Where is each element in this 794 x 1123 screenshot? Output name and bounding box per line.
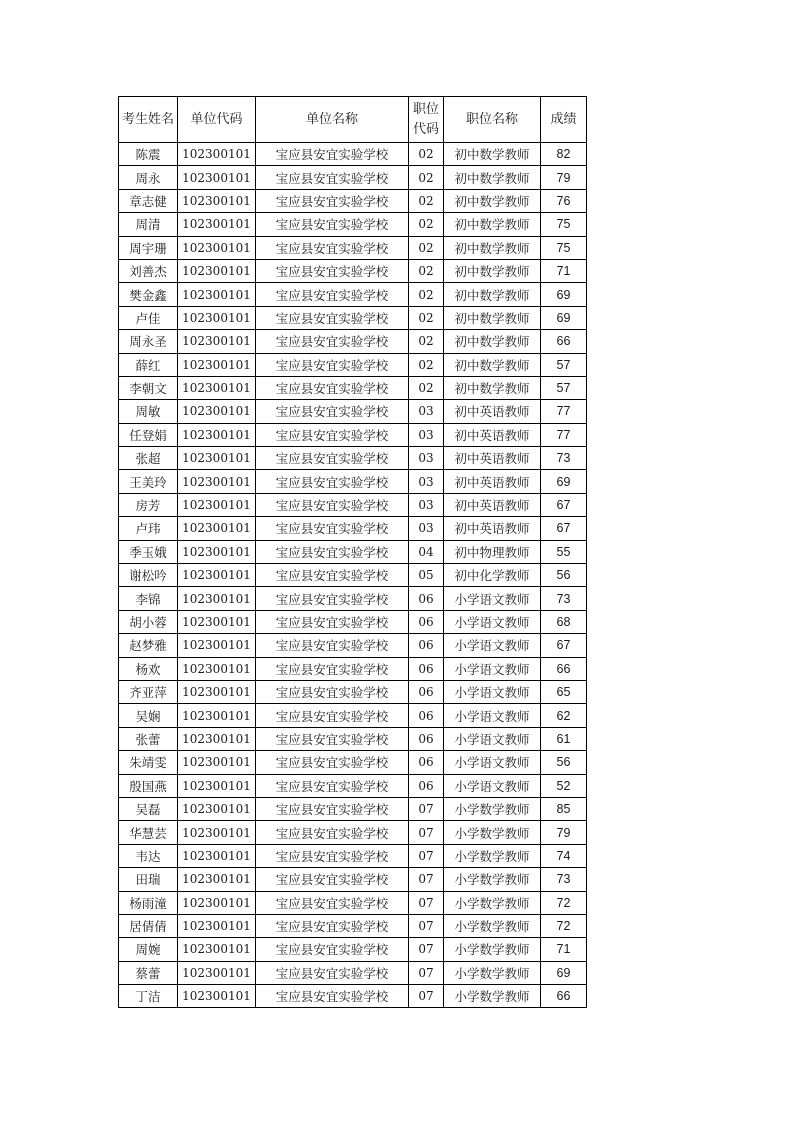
cell-unit-code: 102300101 (178, 657, 256, 680)
table-row (119, 283, 587, 306)
table-row (119, 447, 587, 470)
cell-candidate-name: 蔡蕾 (119, 961, 178, 984)
cell-position-code: 02 (409, 143, 444, 166)
cell-unit-code: 102300101 (178, 213, 256, 236)
table-row (119, 634, 587, 657)
cell-unit-code: 102300101 (178, 634, 256, 657)
table-row (119, 891, 587, 914)
cell-unit-code: 102300101 (178, 961, 256, 984)
table-row (119, 564, 587, 587)
cell-unit-code: 102300101 (178, 985, 256, 1008)
table-row (119, 985, 587, 1008)
cell-unit-code: 102300101 (178, 376, 256, 399)
cell-candidate-name: 张超 (119, 447, 178, 470)
cell-unit-code: 102300101 (178, 751, 256, 774)
cell-unit-code: 102300101 (178, 564, 256, 587)
cell-score: 73 (541, 447, 587, 470)
cell-unit-name: 宝应县安宜实验学校 (256, 306, 409, 329)
cell-unit-name: 宝应县安宜实验学校 (256, 259, 409, 282)
cell-unit-code: 102300101 (178, 774, 256, 797)
cell-unit-name: 宝应县安宜实验学校 (256, 868, 409, 891)
cell-unit-name: 宝应县安宜实验学校 (256, 540, 409, 563)
cell-position-name: 小学语文教师 (444, 680, 541, 703)
cell-candidate-name: 章志健 (119, 189, 178, 212)
cell-candidate-name: 李朝文 (119, 376, 178, 399)
cell-position-code: 04 (409, 540, 444, 563)
table-row (119, 259, 587, 282)
cell-unit-name: 宝应县安宜实验学校 (256, 727, 409, 750)
cell-score: 67 (541, 517, 587, 540)
cell-score: 73 (541, 868, 587, 891)
cell-position-code: 07 (409, 868, 444, 891)
cell-score: 65 (541, 680, 587, 703)
cell-position-name: 初中数学教师 (444, 166, 541, 189)
table-row (119, 376, 587, 399)
table-row (119, 938, 587, 961)
cell-unit-name: 宝应县安宜实验学校 (256, 517, 409, 540)
cell-unit-name: 宝应县安宜实验学校 (256, 423, 409, 446)
cell-position-name: 初中英语教师 (444, 447, 541, 470)
cell-candidate-name: 居倩倩 (119, 914, 178, 937)
cell-unit-name: 宝应县安宜实验学校 (256, 166, 409, 189)
cell-candidate-name: 殷国燕 (119, 774, 178, 797)
cell-unit-code: 102300101 (178, 587, 256, 610)
cell-position-name: 小学数学教师 (444, 985, 541, 1008)
table-row (119, 587, 587, 610)
cell-position-code: 03 (409, 493, 444, 516)
cell-unit-name: 宝应县安宜实验学校 (256, 938, 409, 961)
cell-score: 67 (541, 634, 587, 657)
cell-score: 82 (541, 143, 587, 166)
cell-unit-code: 102300101 (178, 868, 256, 891)
cell-position-name: 小学数学教师 (444, 821, 541, 844)
cell-position-name: 小学数学教师 (444, 961, 541, 984)
cell-score: 85 (541, 797, 587, 820)
cell-position-name: 小学数学教师 (444, 938, 541, 961)
cell-score: 68 (541, 610, 587, 633)
cell-position-name: 初中数学教师 (444, 376, 541, 399)
cell-unit-name: 宝应县安宜实验学校 (256, 704, 409, 727)
table-row (119, 680, 587, 703)
cell-unit-code: 102300101 (178, 914, 256, 937)
cell-candidate-name: 韦达 (119, 844, 178, 867)
cell-position-code: 05 (409, 564, 444, 587)
cell-candidate-name: 卢佳 (119, 306, 178, 329)
cell-candidate-name: 陈震 (119, 143, 178, 166)
cell-score: 61 (541, 727, 587, 750)
table-row (119, 540, 587, 563)
cell-score: 74 (541, 844, 587, 867)
cell-score: 66 (541, 657, 587, 680)
cell-score: 77 (541, 400, 587, 423)
cell-position-name: 小学数学教师 (444, 891, 541, 914)
table-row (119, 306, 587, 329)
table-row (119, 236, 587, 259)
cell-position-code: 07 (409, 891, 444, 914)
cell-score: 57 (541, 353, 587, 376)
cell-unit-code: 102300101 (178, 470, 256, 493)
table-row (119, 961, 587, 984)
cell-unit-code: 102300101 (178, 306, 256, 329)
cell-unit-name: 宝应县安宜实验学校 (256, 283, 409, 306)
cell-position-code: 07 (409, 797, 444, 820)
cell-position-name: 小学语文教师 (444, 634, 541, 657)
cell-candidate-name: 吴磊 (119, 797, 178, 820)
cell-unit-code: 102300101 (178, 353, 256, 376)
header-row (119, 97, 587, 143)
cell-candidate-name: 樊金鑫 (119, 283, 178, 306)
cell-position-code: 06 (409, 774, 444, 797)
cell-candidate-name: 周宇珊 (119, 236, 178, 259)
cell-score: 56 (541, 751, 587, 774)
cell-position-code: 03 (409, 470, 444, 493)
cell-unit-name: 宝应县安宜实验学校 (256, 985, 409, 1008)
cell-position-code: 02 (409, 353, 444, 376)
cell-position-name: 初中数学教师 (444, 353, 541, 376)
cell-candidate-name: 杨雨潼 (119, 891, 178, 914)
cell-unit-name: 宝应县安宜实验学校 (256, 774, 409, 797)
cell-unit-name: 宝应县安宜实验学校 (256, 797, 409, 820)
cell-unit-name: 宝应县安宜实验学校 (256, 236, 409, 259)
cell-position-code: 02 (409, 306, 444, 329)
cell-unit-code: 102300101 (178, 189, 256, 212)
cell-unit-name: 宝应县安宜实验学校 (256, 961, 409, 984)
cell-candidate-name: 周清 (119, 213, 178, 236)
cell-candidate-name: 谢松吟 (119, 564, 178, 587)
cell-score: 75 (541, 213, 587, 236)
cell-unit-name: 宝应县安宜实验学校 (256, 470, 409, 493)
cell-position-code: 06 (409, 680, 444, 703)
table-row (119, 751, 587, 774)
cell-score: 55 (541, 540, 587, 563)
cell-position-code: 02 (409, 259, 444, 282)
cell-position-code: 02 (409, 236, 444, 259)
table-row (119, 657, 587, 680)
header-candidate-name: 考生姓名 (119, 97, 178, 143)
header-position-code: 职位代码 (409, 97, 444, 143)
cell-unit-code: 102300101 (178, 400, 256, 423)
table-header (119, 97, 587, 143)
cell-position-name: 小学数学教师 (444, 868, 541, 891)
cell-unit-code: 102300101 (178, 704, 256, 727)
cell-candidate-name: 李锦 (119, 587, 178, 610)
table-row (119, 821, 587, 844)
cell-position-name: 小学语文教师 (444, 704, 541, 727)
table-row (119, 330, 587, 353)
cell-unit-code: 102300101 (178, 821, 256, 844)
table-row (119, 610, 587, 633)
cell-score: 77 (541, 423, 587, 446)
cell-score: 69 (541, 283, 587, 306)
cell-candidate-name: 周永圣 (119, 330, 178, 353)
cell-unit-name: 宝应县安宜实验学校 (256, 330, 409, 353)
cell-position-code: 06 (409, 727, 444, 750)
cell-position-name: 初中英语教师 (444, 493, 541, 516)
cell-unit-name: 宝应县安宜实验学校 (256, 657, 409, 680)
table-row (119, 868, 587, 891)
cell-position-name: 初中数学教师 (444, 213, 541, 236)
cell-score: 66 (541, 330, 587, 353)
cell-unit-name: 宝应县安宜实验学校 (256, 353, 409, 376)
cell-position-name: 初中英语教师 (444, 470, 541, 493)
cell-unit-code: 102300101 (178, 540, 256, 563)
cell-position-code: 06 (409, 704, 444, 727)
cell-unit-code: 102300101 (178, 727, 256, 750)
cell-score: 73 (541, 587, 587, 610)
cell-score: 69 (541, 961, 587, 984)
cell-unit-code: 102300101 (178, 610, 256, 633)
cell-candidate-name: 任登娟 (119, 423, 178, 446)
cell-unit-name: 宝应县安宜实验学校 (256, 844, 409, 867)
cell-unit-code: 102300101 (178, 493, 256, 516)
cell-unit-code: 102300101 (178, 236, 256, 259)
cell-position-code: 03 (409, 517, 444, 540)
cell-position-code: 02 (409, 189, 444, 212)
cell-score: 71 (541, 259, 587, 282)
table-row (119, 844, 587, 867)
cell-candidate-name: 王美玲 (119, 470, 178, 493)
cell-position-code: 06 (409, 587, 444, 610)
cell-position-name: 初中数学教师 (444, 306, 541, 329)
table-row (119, 213, 587, 236)
cell-unit-code: 102300101 (178, 166, 256, 189)
cell-unit-name: 宝应县安宜实验学校 (256, 680, 409, 703)
cell-candidate-name: 朱靖雯 (119, 751, 178, 774)
cell-position-name: 初中物理教师 (444, 540, 541, 563)
cell-candidate-name: 季玉娥 (119, 540, 178, 563)
cell-unit-code: 102300101 (178, 844, 256, 867)
table-row (119, 517, 587, 540)
cell-unit-code: 102300101 (178, 680, 256, 703)
cell-position-code: 03 (409, 447, 444, 470)
cell-unit-code: 102300101 (178, 891, 256, 914)
cell-position-code: 07 (409, 914, 444, 937)
cell-position-code: 06 (409, 657, 444, 680)
cell-unit-code: 102300101 (178, 517, 256, 540)
cell-position-name: 小学数学教师 (444, 797, 541, 820)
cell-unit-code: 102300101 (178, 283, 256, 306)
cell-position-name: 初中数学教师 (444, 236, 541, 259)
cell-score: 56 (541, 564, 587, 587)
cell-score: 76 (541, 189, 587, 212)
cell-position-code: 07 (409, 938, 444, 961)
cell-position-code: 02 (409, 213, 444, 236)
cell-position-name: 初中数学教师 (444, 189, 541, 212)
score-table (118, 96, 587, 1008)
cell-position-name: 小学语文教师 (444, 751, 541, 774)
cell-position-code: 02 (409, 376, 444, 399)
cell-position-code: 02 (409, 166, 444, 189)
cell-candidate-name: 刘善杰 (119, 259, 178, 282)
cell-score: 57 (541, 376, 587, 399)
table-row (119, 914, 587, 937)
cell-candidate-name: 杨欢 (119, 657, 178, 680)
cell-score: 62 (541, 704, 587, 727)
cell-position-code: 03 (409, 400, 444, 423)
cell-candidate-name: 周敏 (119, 400, 178, 423)
cell-candidate-name: 薛红 (119, 353, 178, 376)
cell-unit-name: 宝应县安宜实验学校 (256, 891, 409, 914)
cell-position-name: 初中数学教师 (444, 143, 541, 166)
cell-candidate-name: 周婉 (119, 938, 178, 961)
cell-unit-name: 宝应县安宜实验学校 (256, 587, 409, 610)
cell-candidate-name: 张蕾 (119, 727, 178, 750)
header-unit-name: 单位名称 (256, 97, 409, 143)
cell-position-name: 初中数学教师 (444, 330, 541, 353)
cell-score: 72 (541, 914, 587, 937)
cell-position-name: 小学语文教师 (444, 727, 541, 750)
cell-unit-name: 宝应县安宜实验学校 (256, 213, 409, 236)
table-row (119, 797, 587, 820)
cell-unit-name: 宝应县安宜实验学校 (256, 400, 409, 423)
cell-position-name: 初中数学教师 (444, 259, 541, 282)
table-row (119, 470, 587, 493)
cell-unit-name: 宝应县安宜实验学校 (256, 914, 409, 937)
cell-score: 79 (541, 821, 587, 844)
cell-unit-code: 102300101 (178, 423, 256, 446)
cell-position-code: 06 (409, 610, 444, 633)
table-row (119, 143, 587, 166)
cell-position-code: 02 (409, 283, 444, 306)
cell-position-code: 07 (409, 985, 444, 1008)
cell-unit-code: 102300101 (178, 330, 256, 353)
cell-position-code: 03 (409, 423, 444, 446)
table-row (119, 166, 587, 189)
table-row (119, 774, 587, 797)
table-row (119, 353, 587, 376)
cell-unit-code: 102300101 (178, 259, 256, 282)
cell-unit-name: 宝应县安宜实验学校 (256, 189, 409, 212)
cell-position-code: 02 (409, 330, 444, 353)
cell-unit-name: 宝应县安宜实验学校 (256, 634, 409, 657)
cell-position-name: 初中英语教师 (444, 423, 541, 446)
cell-candidate-name: 华慧芸 (119, 821, 178, 844)
cell-position-name: 初中英语教师 (444, 400, 541, 423)
cell-candidate-name: 卢玮 (119, 517, 178, 540)
cell-position-name: 小学语文教师 (444, 587, 541, 610)
cell-candidate-name: 吴娴 (119, 704, 178, 727)
table-row (119, 189, 587, 212)
cell-position-name: 初中化学教师 (444, 564, 541, 587)
cell-position-code: 07 (409, 844, 444, 867)
cell-candidate-name: 齐亚萍 (119, 680, 178, 703)
cell-candidate-name: 丁洁 (119, 985, 178, 1008)
table-body (119, 143, 587, 1008)
cell-score: 72 (541, 891, 587, 914)
cell-candidate-name: 赵梦雅 (119, 634, 178, 657)
table-row (119, 400, 587, 423)
cell-position-name: 小学数学教师 (444, 844, 541, 867)
cell-position-name: 小学语文教师 (444, 610, 541, 633)
cell-score: 75 (541, 236, 587, 259)
cell-unit-name: 宝应县安宜实验学校 (256, 564, 409, 587)
cell-position-code: 07 (409, 961, 444, 984)
cell-score: 79 (541, 166, 587, 189)
cell-unit-name: 宝应县安宜实验学校 (256, 376, 409, 399)
cell-unit-name: 宝应县安宜实验学校 (256, 821, 409, 844)
cell-position-code: 07 (409, 821, 444, 844)
cell-position-code: 06 (409, 751, 444, 774)
cell-unit-code: 102300101 (178, 143, 256, 166)
cell-position-name: 小学语文教师 (444, 657, 541, 680)
header-position-name: 职位名称 (444, 97, 541, 143)
cell-unit-code: 102300101 (178, 447, 256, 470)
header-unit-code: 单位代码 (178, 97, 256, 143)
cell-unit-code: 102300101 (178, 938, 256, 961)
table-row (119, 423, 587, 446)
cell-score: 69 (541, 306, 587, 329)
cell-candidate-name: 周永 (119, 166, 178, 189)
cell-score: 67 (541, 493, 587, 516)
cell-position-name: 小学语文教师 (444, 774, 541, 797)
cell-unit-name: 宝应县安宜实验学校 (256, 143, 409, 166)
table-row (119, 493, 587, 516)
cell-unit-name: 宝应县安宜实验学校 (256, 493, 409, 516)
cell-unit-name: 宝应县安宜实验学校 (256, 751, 409, 774)
cell-position-name: 初中英语教师 (444, 517, 541, 540)
cell-candidate-name: 田瑞 (119, 868, 178, 891)
cell-score: 71 (541, 938, 587, 961)
cell-candidate-name: 房芳 (119, 493, 178, 516)
cell-score: 52 (541, 774, 587, 797)
header-score: 成绩 (541, 97, 587, 143)
cell-score: 69 (541, 470, 587, 493)
cell-unit-name: 宝应县安宜实验学校 (256, 447, 409, 470)
table-row (119, 727, 587, 750)
cell-score: 66 (541, 985, 587, 1008)
table-row (119, 704, 587, 727)
cell-unit-code: 102300101 (178, 797, 256, 820)
cell-position-name: 初中数学教师 (444, 283, 541, 306)
cell-unit-name: 宝应县安宜实验学校 (256, 610, 409, 633)
cell-position-name: 小学数学教师 (444, 914, 541, 937)
cell-candidate-name: 胡小蓉 (119, 610, 178, 633)
cell-position-code: 06 (409, 634, 444, 657)
